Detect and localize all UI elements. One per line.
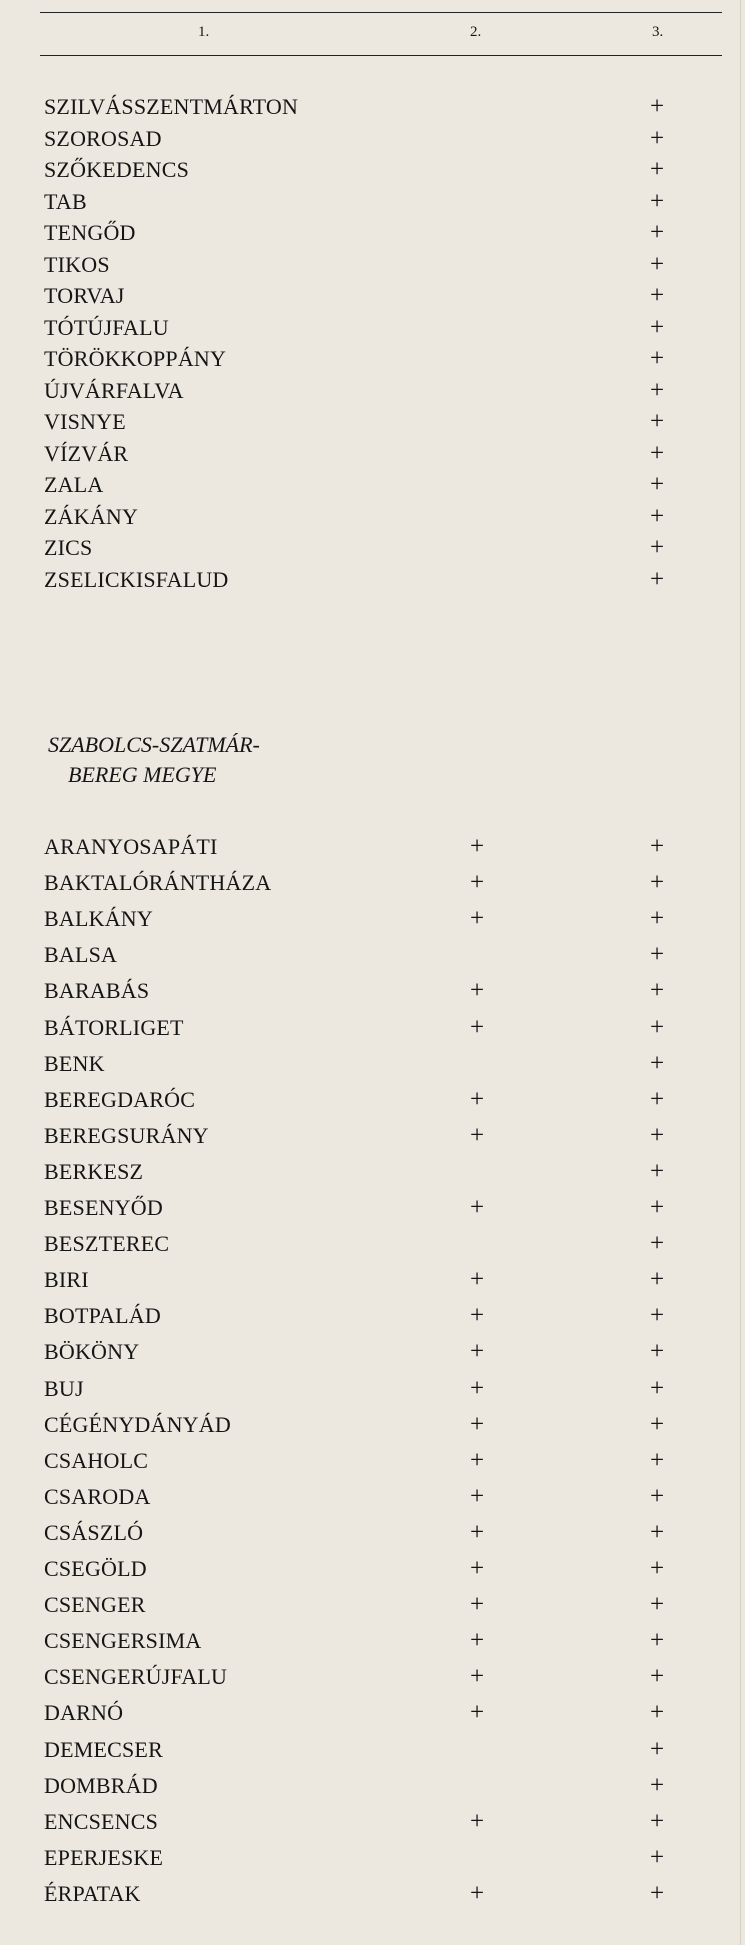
column-3-mark: + [649,219,665,246]
settlement-name: BEREGDARÓC [44,1086,196,1112]
settlement-name: BERKESZ [44,1158,144,1184]
table-row [0,1807,745,1837]
table-row [0,1410,745,1440]
table-row [0,155,745,185]
settlement-name: CSENGER [44,1592,146,1618]
column-3-mark: + [649,1591,665,1619]
column-3-mark: + [649,1338,665,1366]
table-row [0,1554,745,1584]
column-3-mark: + [649,1121,665,1149]
column-3-mark: + [649,282,665,309]
table-row [0,868,745,898]
column-3-mark: + [649,941,665,969]
settlement-name: TIKOS [44,251,110,277]
settlement-name: CSENGERSIMA [44,1628,202,1654]
settlement-name: TÖRÖKKOPPÁNY [44,346,227,371]
column-2-mark: + [469,1085,485,1113]
column-3-mark: + [649,313,665,341]
column-3-mark: + [649,1843,665,1871]
settlement-name: BIRI [44,1267,89,1293]
column-2-mark: + [469,1518,485,1546]
column-header-3: 3. [652,24,664,40]
table-row [0,1337,745,1367]
settlement-name: BEREGSURÁNY [44,1122,209,1148]
column-3-mark: + [649,187,665,215]
settlement-name: ÉRPATAK [44,1880,141,1906]
table-row [0,1518,745,1548]
settlement-name: CSARODA [44,1483,151,1509]
table-row [0,1626,745,1656]
table-row [0,344,745,374]
table-row [0,1482,745,1512]
table-row [0,1374,745,1404]
table-row [0,832,745,862]
column-3-mark: + [649,124,665,152]
table-row [0,124,745,154]
column-2-mark: + [469,1338,485,1366]
settlement-name: SZOROSAD [44,125,162,151]
settlement-name: ZICS [44,535,93,560]
column-2-mark: + [469,1699,485,1727]
table-row [0,1049,745,1079]
table-row [0,250,745,280]
column-3-mark: + [649,1157,665,1185]
column-2-mark: + [469,1591,485,1619]
table-row [0,313,745,343]
table-row [0,1843,745,1873]
column-2-mark: + [469,1482,485,1510]
settlement-name: CÉGÉNYDÁNYÁD [44,1411,231,1437]
settlement-name: DARNÓ [44,1700,124,1726]
column-3-mark: + [649,1627,665,1655]
column-3-mark: + [649,565,665,593]
settlement-name: CSENGERÚJFALU [44,1664,228,1690]
column-2-mark: + [469,1013,485,1041]
county-heading [48,730,260,790]
column-3-mark: + [649,1518,665,1546]
table-row [0,1446,745,1476]
settlement-name: BALKÁNY [44,906,153,932]
table-row [0,281,745,311]
county-heading-line2: BEREG MEGYE [68,762,217,787]
column-2-mark: + [469,1302,485,1330]
column-3-mark: + [649,1302,665,1330]
table-row [0,439,745,469]
header-rule [40,55,722,56]
table-row [0,470,745,500]
settlement-name: BOTPALÁD [44,1303,161,1329]
column-3-mark: + [649,905,665,933]
table-row [0,1121,745,1151]
settlement-name: BUJ [44,1375,84,1401]
column-3-mark: + [649,534,665,561]
table-row [0,1879,745,1909]
column-2-mark: + [469,977,485,1005]
table-row [0,1229,745,1259]
column-3-mark: + [649,1049,665,1077]
settlement-name: BENK [44,1050,105,1076]
column-3-mark: + [649,1771,665,1799]
settlement-name: EPERJESKE [44,1844,164,1870]
settlement-name: DOMBRÁD [44,1772,158,1798]
table-row [0,1771,745,1801]
column-3-mark: + [649,93,665,120]
table-row [0,1265,745,1295]
column-3-mark: + [649,1230,665,1258]
table-row [0,1085,745,1115]
table-row [0,92,745,122]
column-3-mark: + [649,1699,665,1727]
column-3-mark: + [649,250,665,278]
settlement-name: BAKTALÓRÁNTHÁZA [44,870,272,896]
settlement-name: SZILVÁSSZENTMÁRTON [44,94,299,119]
column-2-mark: + [469,1807,485,1835]
table-row [0,376,745,406]
settlement-name: ZÁKÁNY [44,503,139,529]
column-2-mark: + [469,1879,485,1907]
table-row [0,1698,745,1728]
table-row [0,565,745,595]
settlement-name: ARANYOSAPÁTI [44,834,218,859]
column-3-mark: + [649,1555,665,1582]
settlement-name: DEMECSER [44,1736,163,1762]
column-2-mark: + [469,1410,485,1438]
settlement-name: SZŐKEDENCS [44,157,190,182]
column-3-mark: + [649,439,665,467]
column-3-mark: + [649,471,665,498]
column-3-mark: + [649,1482,665,1510]
settlement-name: BESZTEREC [44,1231,170,1257]
table-row [0,1590,745,1620]
column-3-mark: + [649,345,665,372]
table-row [0,1735,745,1765]
settlement-name: ZSELICKISFALUD [44,566,229,592]
settlement-name: ZALA [44,472,104,497]
table-row [0,1301,745,1331]
table-row [0,533,745,563]
column-3-mark: + [649,1735,665,1763]
column-3-mark: + [649,156,665,183]
settlement-name: BALSA [44,942,118,968]
column-3-mark: + [649,1879,665,1907]
column-2-mark: + [469,1194,485,1221]
table-row [0,976,745,1006]
column-3-mark: + [649,1085,665,1113]
column-3-mark: + [649,1266,665,1294]
top-rule [40,12,722,13]
column-2-mark: + [469,1555,485,1582]
settlement-name: TENGŐD [44,220,136,245]
settlement-name: TAB [44,188,87,214]
settlement-name: BÁTORLIGET [44,1014,184,1040]
column-header-1: 1. [198,24,210,40]
settlement-name: ÚJVÁRFALVA [44,377,184,403]
settlement-name: TORVAJ [44,283,125,308]
table-row [0,904,745,934]
column-2-mark: + [469,1121,485,1149]
county-heading-line1: SZABOLCS-SZATMÁR- [48,732,260,757]
settlement-name: CSEGÖLD [44,1556,147,1581]
column-3-mark: + [649,1410,665,1438]
table-row [0,1013,745,1043]
column-3-mark: + [649,1374,665,1402]
settlement-name: BESENYŐD [44,1195,163,1220]
column-3-mark: + [649,408,665,435]
table-row [0,502,745,532]
column-3-mark: + [649,869,665,897]
column-header-2: 2. [470,24,482,40]
column-2-mark: + [469,1374,485,1402]
column-3-mark: + [649,376,665,404]
column-3-mark: + [649,1013,665,1041]
column-3-mark: + [649,1194,665,1221]
column-3-mark: + [649,502,665,530]
column-3-mark: + [649,977,665,1005]
table-row [0,1193,745,1223]
column-3-mark: + [649,1663,665,1691]
settlement-name: BÖKÖNY [44,1339,140,1365]
table-row [0,1157,745,1187]
column-3-mark: + [649,1807,665,1835]
settlement-name: BARABÁS [44,978,150,1004]
column-2-mark: + [469,869,485,897]
column-3-mark: + [649,1446,665,1474]
settlement-name: CSÁSZLÓ [44,1519,144,1545]
table-row [0,407,745,437]
column-2-mark: + [469,1446,485,1474]
column-3-mark: + [649,833,665,860]
settlement-name: CSAHOLC [44,1447,149,1473]
column-2-mark: + [469,1266,485,1294]
settlement-name: VÍZVÁR [44,440,129,466]
settlement-name: TÓTÚJFALU [44,314,169,340]
table-row [0,218,745,248]
column-2-mark: + [469,905,485,933]
table-row [0,187,745,217]
settlement-name: ENCSENCS [44,1808,159,1834]
settlement-name: VISNYE [44,409,126,434]
column-2-mark: + [469,833,485,860]
table-row [0,1662,745,1692]
table-row [0,940,745,970]
column-2-mark: + [469,1663,485,1691]
column-2-mark: + [469,1627,485,1655]
